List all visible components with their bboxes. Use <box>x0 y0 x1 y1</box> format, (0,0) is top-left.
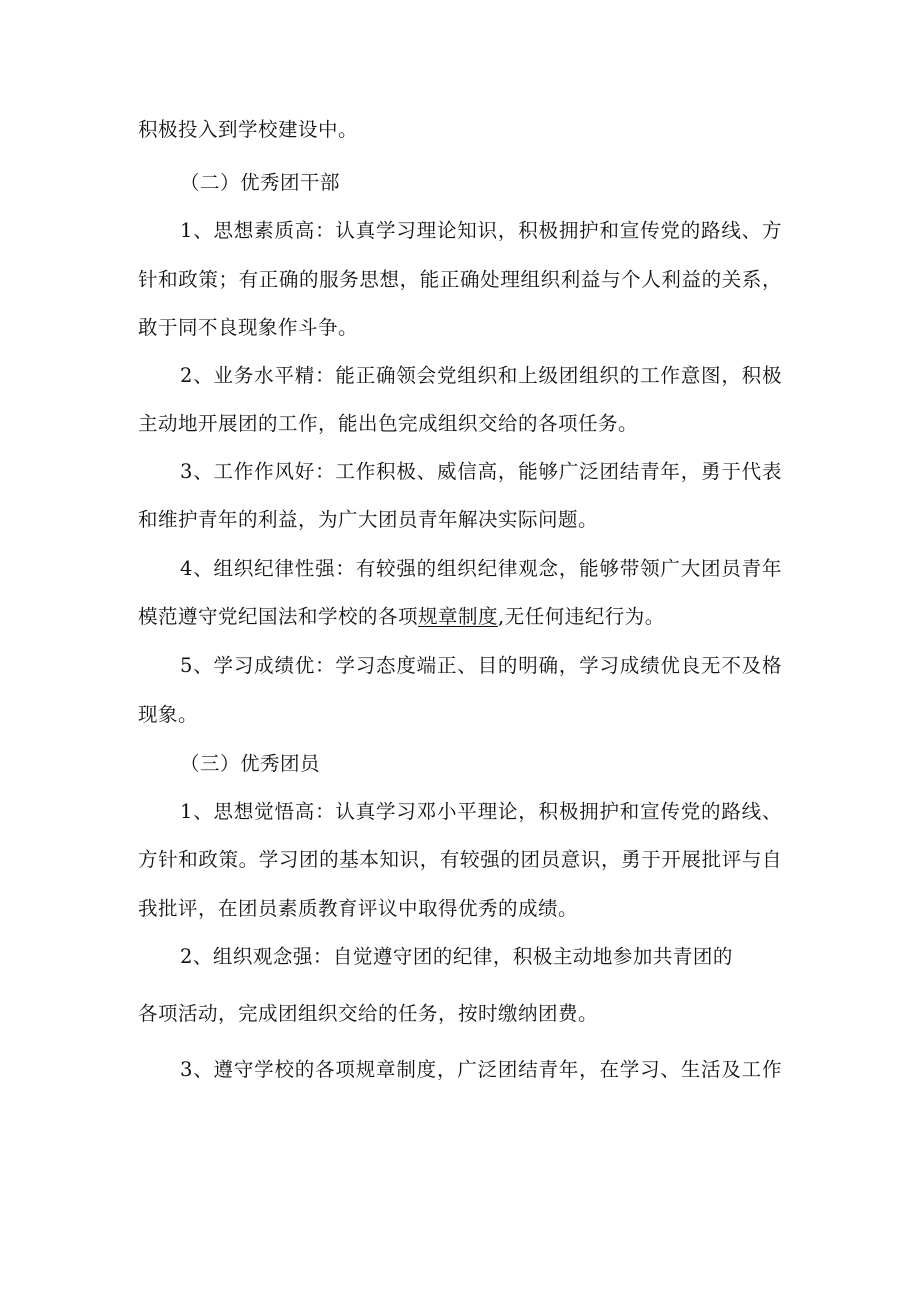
text-line: 1、思想素质高：认真学习理论知识，积极拥护和宣传党的路线、方 <box>180 219 782 242</box>
text-line: 敢于同不良现象作斗争。 <box>138 316 359 339</box>
text-line <box>138 604 665 630</box>
text-line: 和维护青年的利益，为广大团员青年解决实际问题。 <box>138 508 599 531</box>
section-heading-3: （三）优秀团员 <box>180 752 321 775</box>
text-line: 现象。 <box>138 703 199 726</box>
text-line: 积极投入到学校建设中。 <box>138 118 359 141</box>
text-line: 3、工作作风好：工作积极、威信高，能够广泛团结青年，勇于代表 <box>180 460 782 483</box>
text-line: 1、思想觉悟高：认真学习邓小平理论，积极拥护和宣传党的路线、 <box>180 800 782 823</box>
section-heading-2: （二）优秀团干部 <box>180 171 341 194</box>
text-line: 3、遵守学校的各项规章制度，广泛团结青年，在学习、生活及工作 <box>180 1058 782 1081</box>
text-line: 2、业务水平精：能正确领会党组织和上级团组织的工作意图，积极 <box>180 364 782 387</box>
text-line: 我批评，在团员素质教育评议中取得优秀的成绩。 <box>138 897 579 920</box>
text-line: 2、组织观念强：自觉遵守团的纪律，积极主动地参加共青团的 <box>180 945 733 968</box>
text-segment: 模范遵守党纪国法和学校的各项 <box>138 605 419 628</box>
text-segment: ,无任何违纪行为。 <box>498 605 665 628</box>
underlined-term: 规章制度 <box>418 605 499 628</box>
text-line: 4、组织纪律性强：有较强的组织纪律观念，能够带领广大团员青年 <box>180 557 782 580</box>
text-line: 方针和政策。学习团的基本知识，有较强的团员意识，勇于开展批评与自 <box>138 848 782 871</box>
text-line: 针和政策；有正确的服务思想，能正确处理组织利益与个人利益的关系， <box>138 268 782 291</box>
text-line: 各项活动，完成团组织交给的任务，按时缴纳团费。 <box>138 1002 599 1025</box>
text-line: 5、学习成绩优：学习态度端正、目的明确，学习成绩优良无不及格 <box>180 654 782 677</box>
text-line: 主动地开展团的工作，能出色完成组织交给的各项任务。 <box>138 412 639 435</box>
